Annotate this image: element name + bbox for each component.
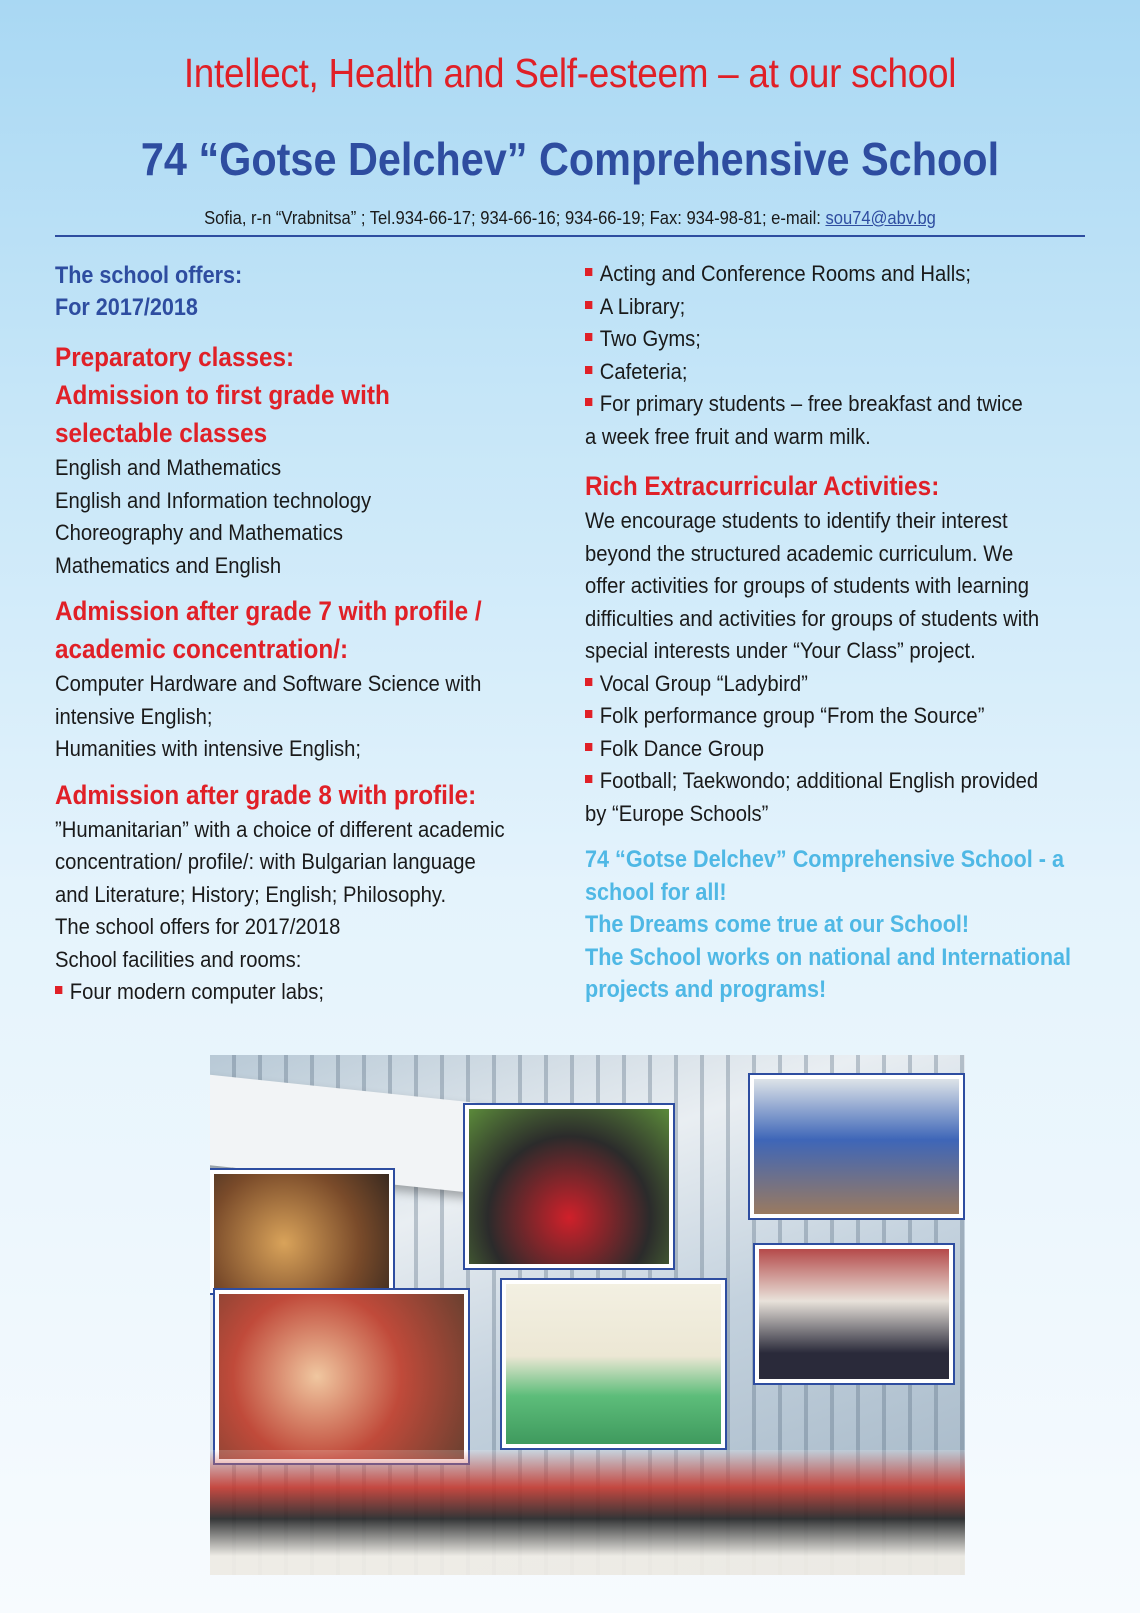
grade8-line: and Literature; History; English; Philosophy. [55,881,447,907]
offers-year: For 2017/2018 [55,294,198,321]
prep-heading-3: selectable classes [55,418,268,448]
extra-line: special interests under “Your Class” project. [585,638,976,663]
bullet-icon [585,743,592,751]
prep-item: English and Mathematics [55,455,282,480]
costume-performance-photo [465,1105,673,1268]
bullet-icon [585,366,592,374]
bullet-icon [585,333,592,341]
photo-collage [210,1055,965,1575]
bullet-icon [585,678,592,686]
classroom-photo [215,1290,468,1463]
closing-line: The Dreams come true at our School! [585,911,970,938]
facilities-line: School facilities and rooms: [55,946,302,972]
bullet-icon [55,986,62,994]
activity-item: Folk Dance Group [585,733,1063,766]
activity-item: Folk performance group “From the Source” [585,700,1063,733]
grade8-heading: Admission after grade 8 with profile: [55,779,477,810]
grade8-line: ”Humanitarian” with a choice of different academic [55,816,505,842]
activity-item: Football; Taekwondo; additional English provided [585,765,1063,798]
prep-item: Choreography and Mathematics [55,520,344,545]
right-column [585,258,1105,1007]
taekwondo-photo [502,1280,725,1448]
extra-line: We encourage students to identify their interest [585,508,1008,533]
grade7-line: Humanities with intensive English; [55,736,362,761]
offers-line: The school offers for 2017/2018 [55,914,341,939]
contact-line [96,208,1044,229]
computer-lab-photo [755,1245,953,1383]
closing-line: 74 “Gotse Delchev” Comprehensive School - a [585,846,1064,873]
bullet-icon [585,301,592,309]
facility-item: Cafeteria; [585,356,1063,389]
offers-title: The school offers: [55,262,243,289]
folk-dance-photo [210,1450,965,1575]
slogan-heading: Intellect, Health and Self-esteem – at our school [183,50,957,96]
header-divider [55,235,1085,237]
prep-item: Mathematics and English [55,552,282,578]
grade7-heading-1: Admission after grade 7 with profile / [55,596,482,626]
activity-item: Vocal Group “Ladybird” [585,668,1063,701]
extra-line: difficulties and activities for groups of students with [585,605,1040,631]
grade8-line: concentration/ profile/: with Bulgarian language [55,849,476,874]
school-name-title: 74 “Gotse Delchev” Comprehensive School [140,133,1000,185]
grade7-line: Computer Hardware and Software Science with [55,671,482,696]
facility-item: Two Gyms; [585,323,1063,356]
bullet-icon [585,775,592,783]
prep-item: English and Information technology [55,487,372,513]
bullet-icon [585,398,592,406]
facility-item: Four modern computer labs; [55,976,515,1009]
prep-heading-1: Preparatory classes: [55,342,295,372]
closing-line: school for all! [585,878,727,906]
contact-text: Sofia, r-n “Vrabnitsa” ; Tel.934-66-17; 934-66-16; 934-66-19; Fax: 934-98-81; e-mail: [204,208,826,228]
bullet-icon [585,710,592,718]
closing-line: The School works on national and International [585,943,1072,971]
bullet-icon [585,268,592,276]
extra-line: offer activities for groups of students with learning [585,573,1030,598]
email-link[interactable]: sou74@abv.bg [825,208,936,228]
extracurricular-heading: Rich Extracurricular Activities: [585,471,940,501]
grade7-heading-2: academic concentration/: [55,634,349,664]
closing-line: projects and programs! [585,976,827,1003]
facility-item: Acting and Conference Rooms and Halls; [585,258,1063,291]
grade7-line: intensive English; [55,703,213,729]
activity-item-cont: by “Europe Schools” [585,800,769,826]
facility-item: For primary students – free breakfast and twice [585,388,1063,421]
students-reading-photo [210,1170,393,1293]
facility-item-cont: a week free fruit and warm milk. [585,423,871,449]
extra-line: beyond the structured academic curriculum. We [585,540,1014,566]
prep-heading-2: Admission to first grade with [55,380,390,410]
cheer-group-photo [750,1075,963,1218]
left-column [55,260,555,1009]
facility-item: A Library; [585,291,1063,324]
